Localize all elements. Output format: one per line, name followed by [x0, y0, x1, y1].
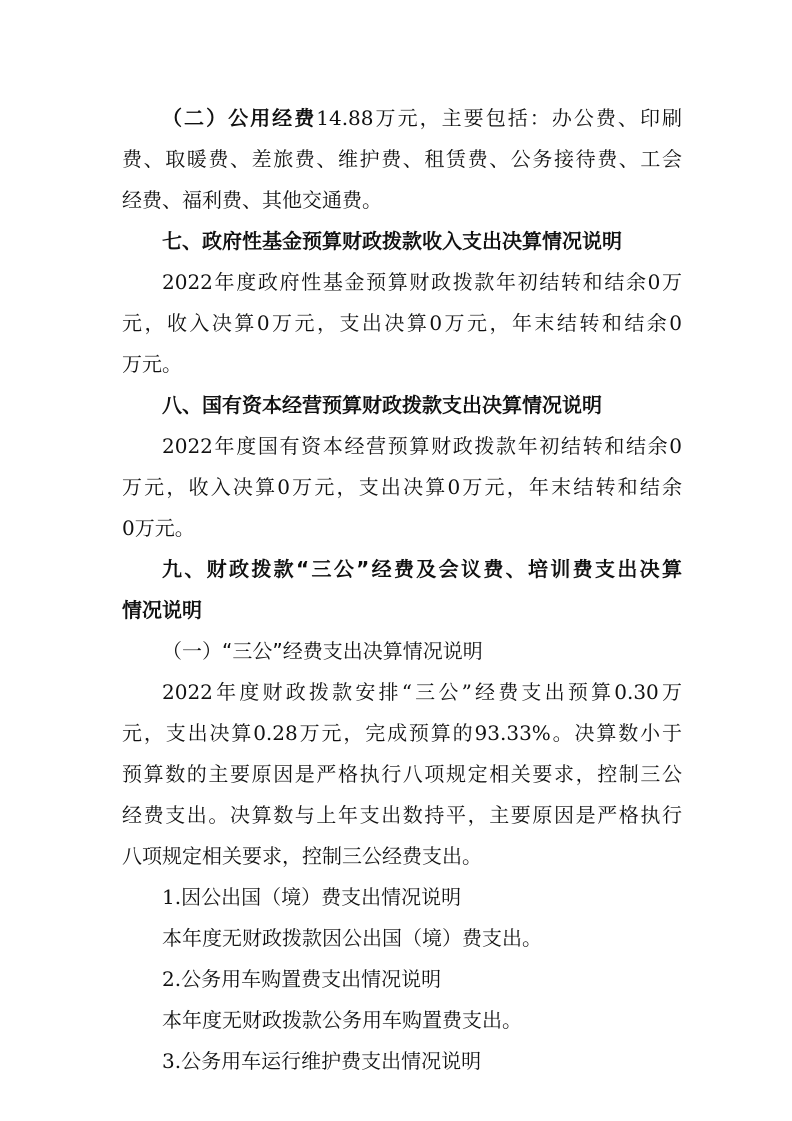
item-2-title: 2.公务用车购置费支出情况说明 — [162, 967, 442, 991]
section-7-line-2: 元，收入决算0万元，支出决算0万元，年末结转和结余0 — [122, 311, 682, 335]
section-8-line-2: 万元，收入决算0万元，支出决算0万元，年末结转和结余 — [122, 475, 682, 499]
section-9-p1-line-3: 预算数的主要原因是严格执行八项规定相关要求，控制三公 — [122, 762, 682, 786]
section-8-line-3: 0万元。 — [122, 516, 195, 540]
section-7-heading: 七、政府性基金预算财政拨款收入支出决算情况说明 — [162, 229, 622, 253]
section-9-heading-line-1: 九、财政拨款“三公”经费及会议费、培训费支出决算 — [162, 557, 682, 581]
public-funds-line-3: 经费、福利费、其他交通费。 — [122, 188, 382, 212]
section-8-line-1: 2022年度国有资本经营预算财政拨款年初结转和结余0 — [162, 434, 682, 458]
section-9-p1-line-5: 八项规定相关要求，控制三公经费支出。 — [122, 844, 482, 868]
public-funds-line-1 — [162, 104, 682, 132]
public-funds-line-2: 费、取暖费、差旅费、维护费、租赁费、公务接待费、工会 — [122, 147, 682, 171]
item-2-text: 本年度无财政拨款公务用车购置费支出。 — [162, 1008, 522, 1032]
item-3-title: 3.公务用车运行维护费支出情况说明 — [162, 1049, 482, 1073]
section-9-p1-line-4: 经费支出。决算数与上年支出数持平，主要原因是严格执行 — [122, 803, 682, 827]
section-9-sub-1: （一）“三公”经费支出决算情况说明 — [162, 639, 483, 663]
public-funds-text: 14.88万元，主要包括：办公费、印刷 — [316, 106, 682, 130]
section-8-heading: 八、国有资本经营预算财政拨款支出决算情况说明 — [162, 393, 602, 417]
section-9-heading-line-2: 情况说明 — [122, 598, 202, 622]
section-9-p1-line-1: 2022年度财政拨款安排“三公”经费支出预算0.30万 — [162, 680, 682, 704]
public-funds-label: （二）公用经费 — [162, 106, 317, 130]
section-7-line-3: 万元。 — [122, 352, 182, 376]
section-9-p1-line-2: 元，支出决算0.28万元，完成预算的93.33%。决算数小于 — [122, 721, 682, 745]
item-1-text: 本年度无财政拨款因公出国（境）费支出。 — [162, 926, 542, 950]
section-7-line-1: 2022年度政府性基金预算财政拨款年初结转和结余0万 — [162, 270, 682, 294]
item-1-title: 1.因公出国（境）费支出情况说明 — [162, 885, 462, 909]
